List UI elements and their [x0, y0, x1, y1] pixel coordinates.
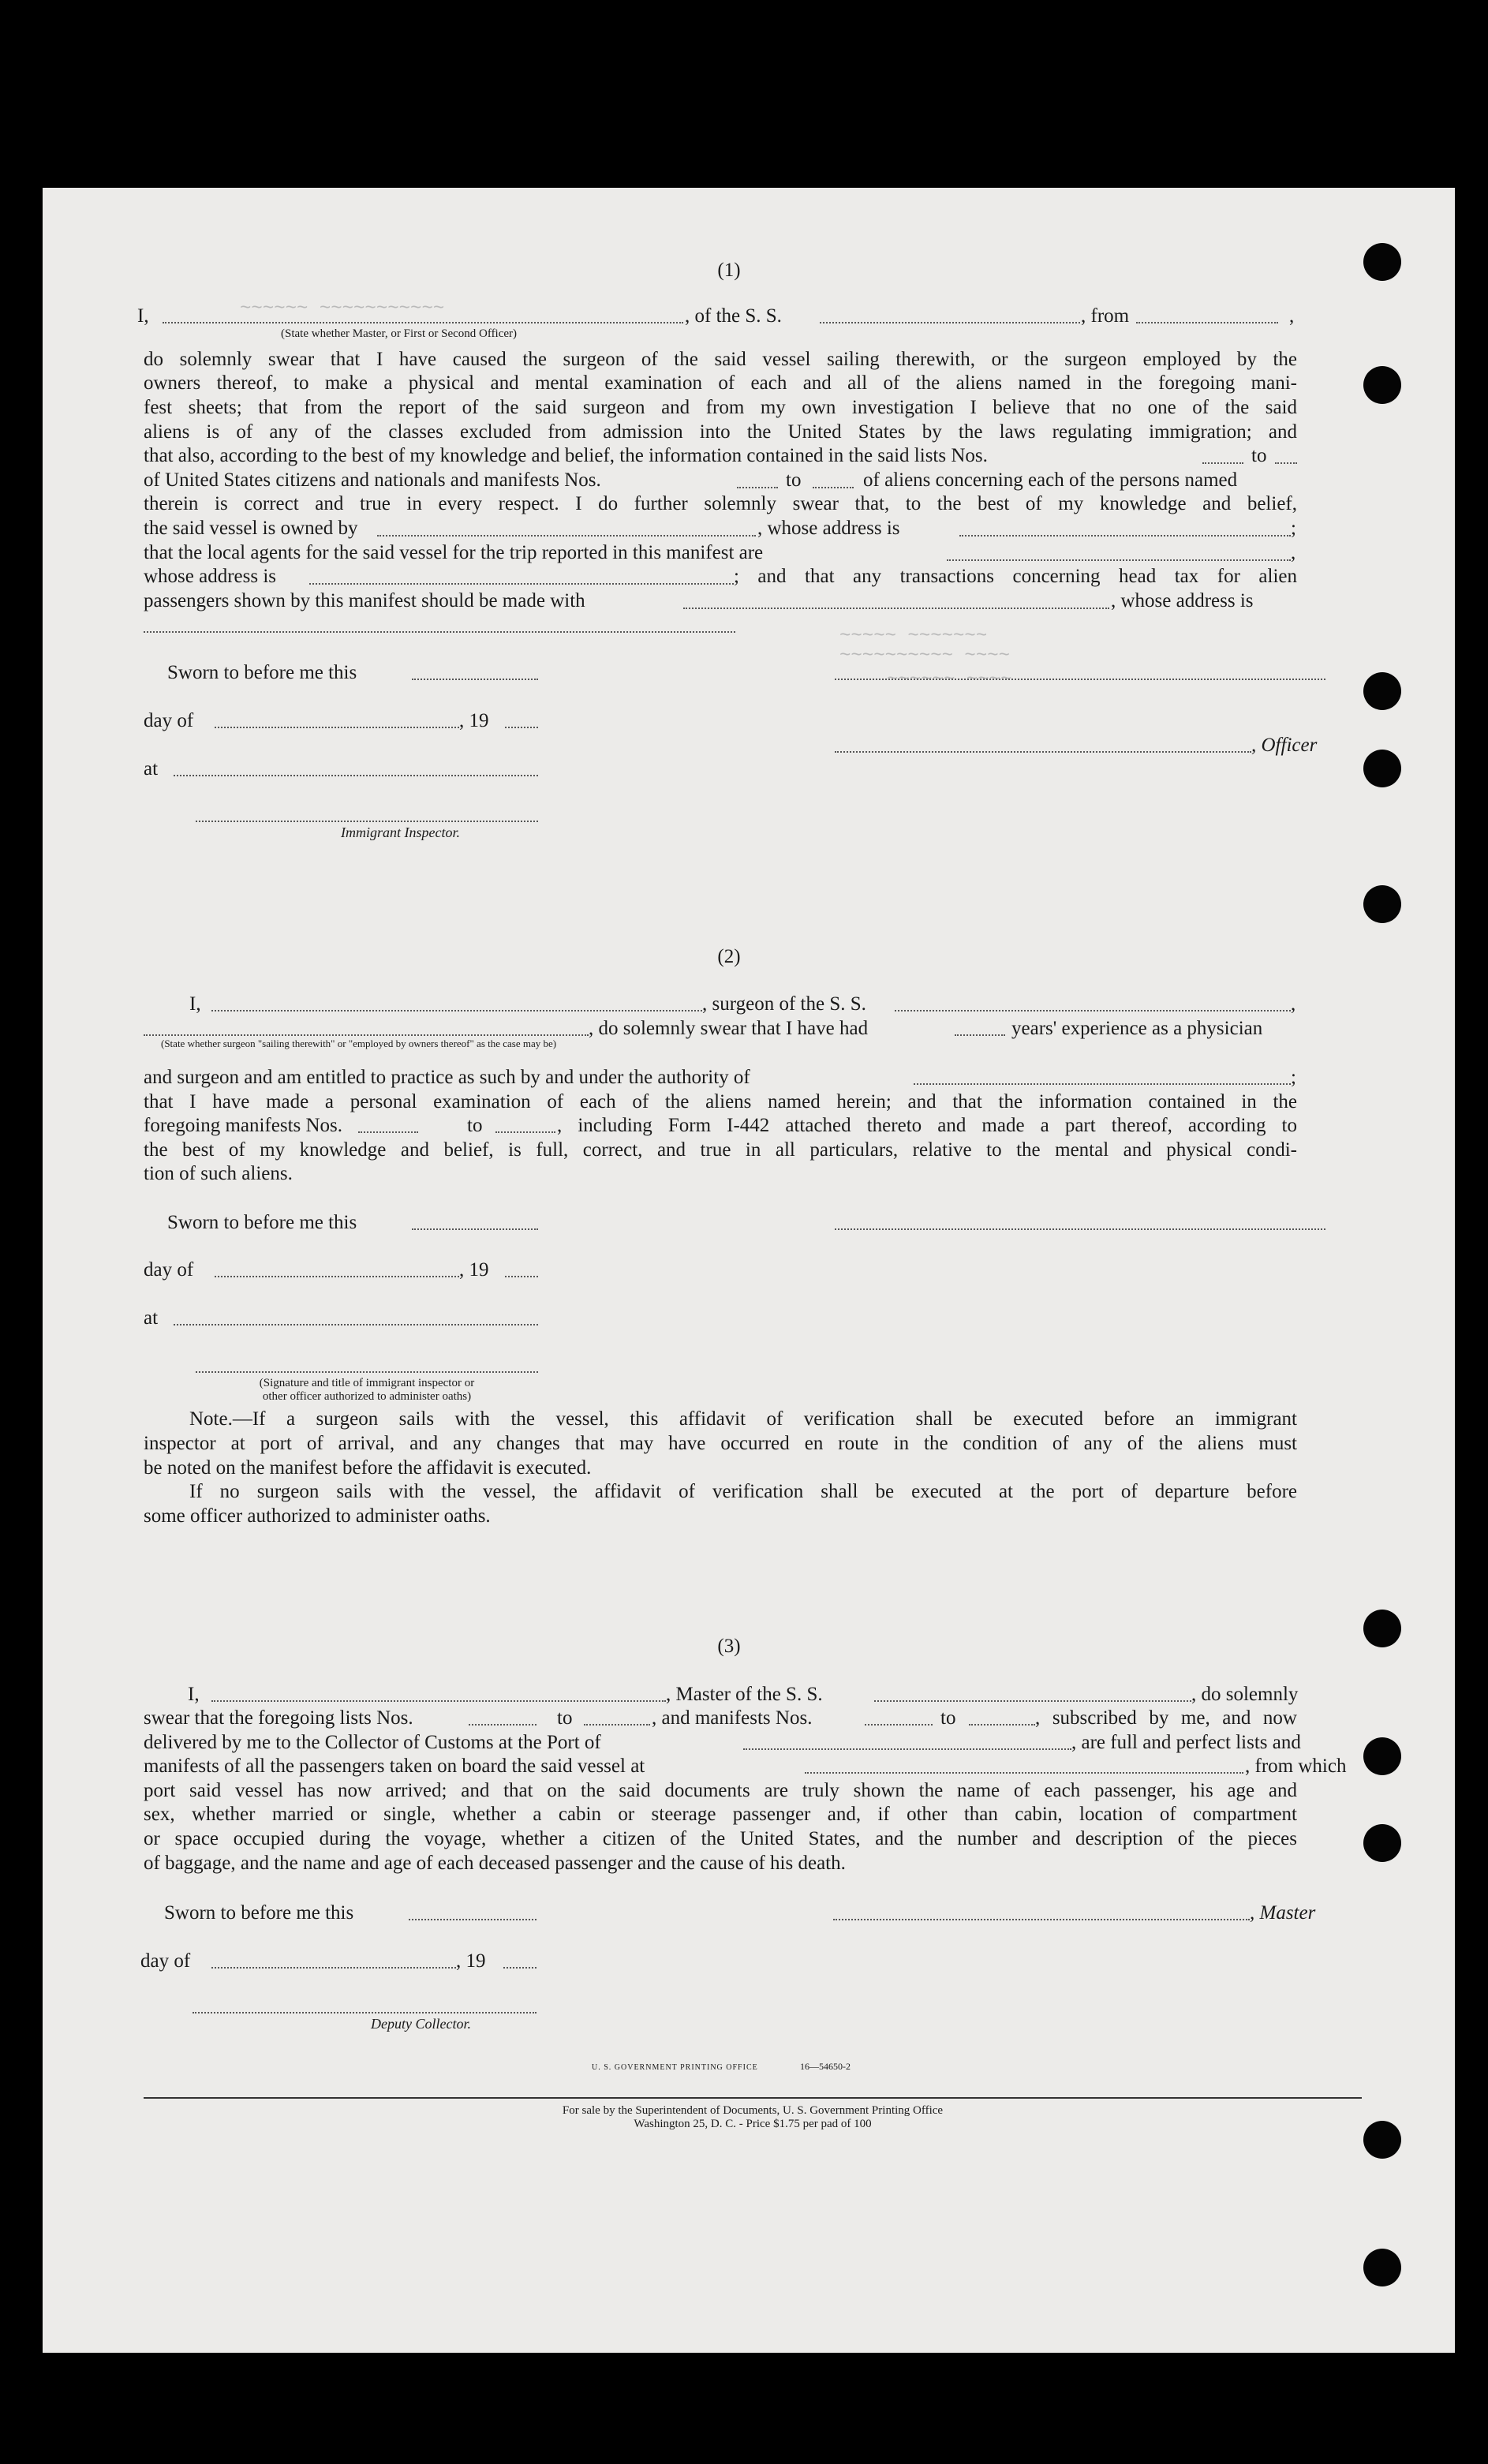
s1-from-field[interactable]: [1136, 322, 1278, 323]
s1-paragraph-line: aliens is of any of the classes excluded from admission into the United States by the laws regulating immigration; and: [144, 421, 1297, 443]
s1-officer-rank-field[interactable]: [163, 322, 683, 323]
s3-manifests-label: , and manifests Nos.: [652, 1707, 813, 1729]
s1-paragraph-line: whose address is: [144, 566, 277, 587]
s2-paragraph-line: tion of such aliens.: [144, 1163, 293, 1184]
punch-hole: [1363, 2121, 1401, 2159]
s1-officer-signature-line[interactable]: [835, 679, 1325, 680]
s1-day-field[interactable]: [215, 727, 459, 728]
s2-paragraph-line: the best of my knowledge and belief, is full, correct, and true in all particulars, relative to the mental and physical condi-: [144, 1139, 1297, 1161]
s1-rank-note: (State whether Master, or First or Second Officer): [281, 327, 518, 340]
s2-manifests-to-field[interactable]: [495, 1131, 555, 1133]
s1-semicolon: ;: [1291, 518, 1296, 539]
s3-day-label: day of: [140, 1950, 191, 1972]
s3-collector-signature-line[interactable]: [193, 2012, 537, 2013]
s2-note-line: be noted on the manifest before the affidavit is executed.: [144, 1457, 592, 1479]
s1-paragraph-line: of United States citizens and nationals and manifests Nos.: [144, 469, 601, 491]
s1-officer-label: , Officer: [1251, 735, 1318, 756]
s3-subscribed-text: , subscribed by me, and now: [1035, 1707, 1297, 1729]
s1-ss-label: , of the S. S.: [685, 305, 782, 327]
punch-hole: [1363, 1610, 1401, 1647]
s3-master-name-field[interactable]: [211, 1700, 666, 1702]
s1-agents-address-field[interactable]: [309, 583, 734, 585]
s2-manifests-from-field[interactable]: [358, 1131, 418, 1133]
s2-years-text: years' experience as a physician: [1011, 1018, 1263, 1039]
s3-year-field[interactable]: [503, 1967, 537, 1969]
s2-surgeon-of-label: , surgeon of the S. S.: [702, 993, 866, 1015]
punch-hole: [1363, 885, 1401, 923]
bleed-through: ~~~~~~ ~~~~~~~~~~~: [240, 298, 445, 320]
s1-paragraph-line: the said vessel is owned by: [144, 518, 358, 539]
s1-lists-to-field[interactable]: [1275, 462, 1297, 464]
s3-master-label: , Master: [1250, 1902, 1316, 1924]
s1-sworn-date-field[interactable]: [412, 679, 538, 680]
s3-perfect-text: , are full and perfect lists and: [1071, 1732, 1301, 1753]
s1-officer-name-line[interactable]: [835, 751, 1251, 753]
s2-paragraph-line: foregoing manifests Nos.: [144, 1115, 343, 1136]
s3-port-field[interactable]: [743, 1748, 1071, 1750]
section-1-number: (1): [717, 260, 741, 281]
s2-sworn-label: Sworn to before me this: [167, 1212, 357, 1233]
s3-collector-label: Deputy Collector.: [371, 2016, 471, 2032]
s3-from-which-label: , from which: [1245, 1755, 1347, 1777]
s3-solemnly-label: , do solemnly: [1191, 1684, 1299, 1705]
s2-day-label: day of: [144, 1259, 194, 1281]
s1-to-label: to: [1251, 445, 1267, 466]
form-code: 16—54650-2: [800, 2061, 851, 2072]
s1-agents-field[interactable]: [947, 559, 1291, 561]
sale-notice: For sale by the Superintendent of Documents, U. S. Government Printing Office: [562, 2104, 944, 2117]
s1-headtax-address-field[interactable]: [144, 631, 735, 633]
s2-to-label: to: [467, 1115, 483, 1136]
s1-paragraph-line: owners thereof, to make a physical and mental examination of each and all of the aliens named in the foregoing mani-: [144, 372, 1297, 394]
bleed-through: ~~~~~~ ~~~~: [887, 669, 1012, 690]
punch-hole: [1363, 2249, 1401, 2286]
s3-boarded-label: manifests of all the passengers taken on board the said vessel at: [144, 1755, 645, 1777]
s3-paragraph-line: sex, whether married or single, whether a cabin or steerage passenger and, if other than cabin, location of compartment: [144, 1804, 1297, 1825]
s1-day-label: day of: [144, 710, 194, 731]
s2-comma: ,: [1291, 993, 1296, 1015]
s2-note-line: Note.—If a surgeon sails with the vessel, this affidavit of verification shall be executed before an immigrant: [189, 1408, 1297, 1430]
s2-surgeon-signature-line[interactable]: [835, 1228, 1325, 1230]
s1-at-label: at: [144, 758, 159, 780]
s3-i-label: I,: [188, 1684, 200, 1705]
s2-years-field[interactable]: [955, 1034, 1005, 1036]
section-3-number: (3): [717, 1636, 741, 1657]
s3-sworn-label: Sworn to before me this: [164, 1902, 354, 1924]
s2-year-field[interactable]: [505, 1276, 538, 1277]
s1-headtax-text: ; and that any transactions concerning head tax for alien: [734, 566, 1297, 587]
s2-form-text: , including Form I-442 attached thereto and made a part thereof, according to: [557, 1115, 1297, 1136]
punch-hole: [1363, 1824, 1401, 1862]
s1-manifests-to-field[interactable]: [813, 487, 854, 488]
s3-port-label: delivered by me to the Collector of Customs at the Port of: [144, 1732, 601, 1753]
s1-vessel-name-field[interactable]: [820, 322, 1080, 323]
s1-year-field[interactable]: [505, 727, 538, 728]
s1-inspector-label: Immigrant Inspector.: [341, 824, 460, 840]
s2-swear-text: , do solemnly swear that I have had: [589, 1018, 869, 1039]
punch-hole: [1363, 366, 1401, 404]
s1-comma: ,: [1291, 542, 1296, 563]
s2-semicolon: ;: [1291, 1067, 1296, 1088]
punch-hole: [1363, 750, 1401, 787]
s1-sworn-label: Sworn to before me this: [167, 662, 357, 683]
s1-lists-from-field[interactable]: [1202, 462, 1243, 464]
s2-paragraph-line: that I have made a personal examination of each of the aliens named herein; and that the information contained in the: [144, 1091, 1297, 1112]
footer-rule: [144, 2097, 1362, 2099]
s1-at-field[interactable]: [174, 775, 538, 776]
s2-at-field[interactable]: [174, 1324, 538, 1325]
s1-owner-address-field[interactable]: [959, 535, 1291, 537]
s1-i-label: I,: [137, 305, 149, 327]
s3-boarded-at-field[interactable]: [805, 1772, 1243, 1774]
s3-paragraph-line: port said vessel has now arrived; and that on the said documents are truly shown the name of each passenger, his age and: [144, 1780, 1297, 1801]
s2-note-line: If no surgeon sails with the vessel, the affidavit of verification shall be executed at the port of departure before: [189, 1481, 1297, 1502]
s2-paragraph-line: and surgeon and am entitled to practice as such by and under the authority of: [144, 1067, 750, 1088]
sale-notice: Washington 25, D. C. - Price $1.75 per pad of 100: [634, 2118, 872, 2130]
form-page: [43, 188, 1455, 2353]
s3-lists-from-field[interactable]: [469, 1724, 537, 1726]
s2-year-label: , 19: [459, 1259, 489, 1281]
section-2-number: (2): [717, 946, 741, 967]
s1-inspector-signature-line[interactable]: [196, 821, 538, 822]
gpo-imprint: U. S. GOVERNMENT PRINTING OFFICE: [592, 2063, 758, 2072]
s1-paragraph-line: fest sheets; that from the report of the said surgeon and from my own investigation I believe that no one of the said: [144, 397, 1297, 418]
s2-i-label: I,: [189, 993, 201, 1015]
s1-paragraph-line: passengers shown by this manifest should be made with: [144, 590, 585, 611]
s3-paragraph-line: or space occupied during the voyage, whether a citizen of the United States, and the number and description of the pieces: [144, 1828, 1297, 1849]
s3-master-signature-line[interactable]: [833, 1919, 1250, 1920]
s1-owner-field[interactable]: [377, 535, 756, 537]
s1-manifests-from-field[interactable]: [737, 487, 778, 488]
s1-headtax-party-field[interactable]: [683, 608, 1109, 609]
s2-vessel-field[interactable]: [895, 1010, 1291, 1011]
s2-at-label: at: [144, 1307, 159, 1329]
s3-lists-to-field[interactable]: [584, 1724, 650, 1726]
punch-hole: [1363, 243, 1401, 281]
s1-paragraph-line: that also, according to the best of my knowledge and belief, the information contained in the said lists Nos.: [144, 445, 988, 466]
s3-paragraph-line: of baggage, and the name and age of each deceased passenger and the cause of his death.: [144, 1853, 846, 1874]
s2-official-signature-line[interactable]: [196, 1371, 538, 1373]
s1-paragraph-line: that the local agents for the said vessel for the trip reported in this manifest are: [144, 542, 764, 563]
s3-year-label: , 19: [456, 1950, 486, 1972]
s2-signature-note: (Signature and title of immigrant inspector or: [259, 1377, 475, 1389]
s2-signature-note: other officer authorized to administer oaths): [262, 1390, 472, 1403]
s1-year-label: , 19: [459, 710, 489, 731]
s2-day-field[interactable]: [215, 1276, 459, 1277]
s1-to-label: to: [786, 469, 802, 491]
s2-sworn-date-field[interactable]: [412, 1228, 538, 1230]
s2-surgeon-name-field[interactable]: [211, 1010, 702, 1011]
s3-master-of-label: , Master of the S. S.: [666, 1684, 823, 1705]
bleed-through: ~~~~~ ~~~~~~~: [839, 626, 988, 647]
s3-vessel-field[interactable]: [874, 1700, 1191, 1702]
s2-authority-field[interactable]: [914, 1083, 1291, 1085]
s1-paragraph-line: do solemnly swear that I have caused the surgeon of the said vessel sailing therewith, or the surgeon employed by the: [144, 349, 1297, 370]
s2-status-note: (State whether surgeon "sailing therewith" or "employed by owners thereof" as the case may be): [161, 1038, 557, 1049]
bleed-through: ~~~~~~~~~~ ~~~~: [839, 645, 1011, 667]
s3-manifests-from-field[interactable]: [865, 1724, 933, 1726]
s3-sworn-date-field[interactable]: [409, 1919, 537, 1920]
s3-lists-label: swear that the foregoing lists Nos.: [144, 1707, 413, 1729]
s1-from-label: , from: [1081, 305, 1130, 327]
s2-note-line: inspector at port of arrival, and any changes that may have occurred en route in the condition of any of the aliens must: [144, 1433, 1297, 1454]
s2-surgeon-status-field[interactable]: [144, 1034, 589, 1036]
s3-manifests-to-field[interactable]: [969, 1724, 1035, 1726]
punch-hole: [1363, 1737, 1401, 1775]
punch-hole: [1363, 672, 1401, 710]
s1-whose-address-label: , whose address is: [1111, 590, 1254, 611]
s1-paragraph-line: therein is correct and true in every respect. I do further solemnly swear that, to the best of my knowledge and belief,: [144, 493, 1297, 514]
s1-comma: ,: [1289, 305, 1295, 327]
s1-aliens-tail: of aliens concerning each of the persons named: [863, 469, 1238, 491]
s2-note-line: some officer authorized to administer oaths.: [144, 1505, 491, 1527]
s3-day-field[interactable]: [211, 1967, 456, 1969]
s3-to-label: to: [940, 1707, 956, 1729]
s3-to-label: to: [557, 1707, 573, 1729]
s1-whose-address-label: , whose address is: [757, 518, 900, 539]
